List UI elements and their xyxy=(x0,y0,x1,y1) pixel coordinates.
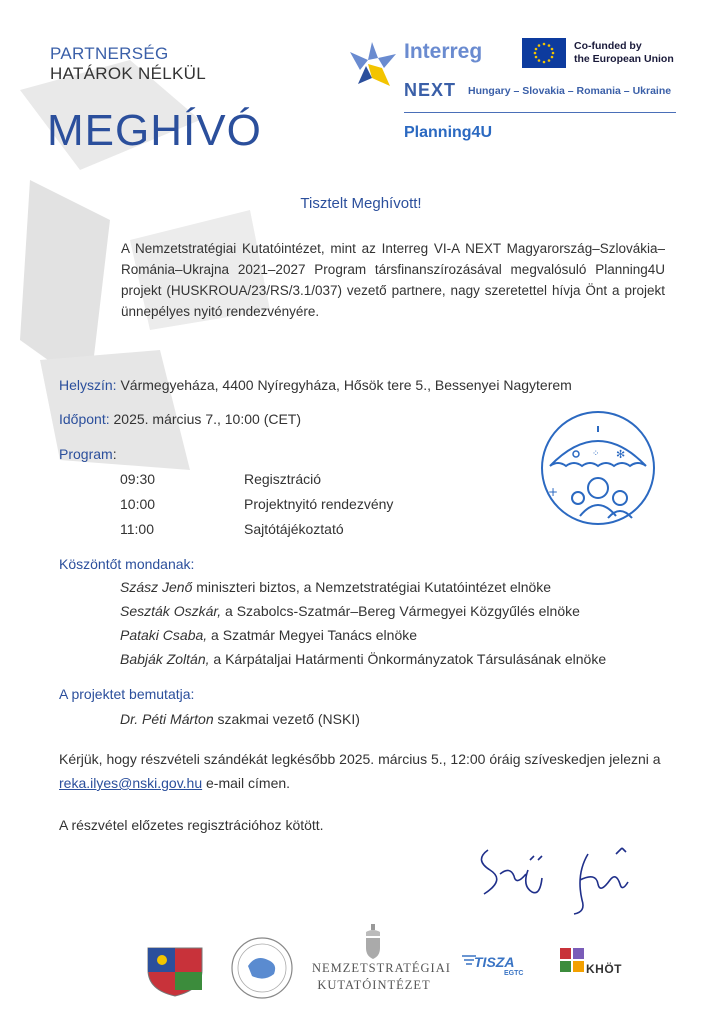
program-heading xyxy=(59,446,117,462)
hungarian-crest-icon xyxy=(364,924,382,960)
eu-cofunded-text xyxy=(574,40,674,66)
interreg-logo-icon xyxy=(344,34,400,96)
greeter-item xyxy=(120,627,417,643)
greeter-role: miniszteri biztos, a Nemzetstratégiai Kutatóintézet elnöke xyxy=(192,579,552,595)
greeter-item xyxy=(120,603,580,619)
rsvp-email-link[interactable]: reka.ilyes@nski.gov.hu xyxy=(59,775,203,791)
svg-text:✻: ✻ xyxy=(616,448,626,461)
program-countries: Hungary – Slovakia – Romania – Ukraine xyxy=(468,85,672,97)
time-row xyxy=(59,411,301,427)
time-label: Időpont: xyxy=(59,411,110,427)
interreg-wordmark: Interreg xyxy=(404,40,483,63)
nski-line-2: KUTATÓINTÉZET xyxy=(317,978,431,992)
khot-puzzle-icon xyxy=(558,946,586,980)
greeter-role: a Szatmár Megyei Tanács elnöke xyxy=(207,627,418,643)
greeter-name: Seszták Oszkár, xyxy=(120,603,222,619)
time-value: 2025. március 7., 10:00 (CET) xyxy=(109,411,302,427)
signature xyxy=(470,830,640,920)
greeter-item xyxy=(120,579,551,595)
program-time: 09:30 xyxy=(120,471,156,487)
greeter-name: Pataki Csaba, xyxy=(120,627,208,643)
rsvp-text: Kérjük, hogy részvételi szándékát legkésőbb 2025. március 5., 12:00 óráig szíveskedjen jelezni a xyxy=(59,751,661,767)
program-item: Sajtótájékoztató xyxy=(244,521,344,537)
registration-note: A részvétel előzetes regisztrációhoz kötött. xyxy=(59,817,324,833)
nski-logo-text xyxy=(312,960,451,994)
greeter-item xyxy=(120,651,606,667)
egtc-label: EGTC xyxy=(504,970,524,977)
presenter-role: szakmai vezető (NSKI) xyxy=(213,711,360,727)
brand-line-1: PARTNERSÉG xyxy=(50,44,169,63)
presenter-name: Dr. Péti Márton xyxy=(120,711,214,727)
next-wordmark: NEXT xyxy=(404,80,457,100)
satu-mare-seal-icon xyxy=(230,936,294,1000)
greeter-role: a Szabolcs-Szatmár–Bereg Vármegyei Közgyűlés elnöke xyxy=(221,603,580,619)
venue-row xyxy=(59,377,572,393)
project-name: Planning4U xyxy=(404,124,493,141)
greeter-role: a Kárpátaljai Határmenti Önkormányzatok Társulásának elnöke xyxy=(209,651,607,667)
program-label: Program xyxy=(59,446,113,462)
brand-line-2: HATÁROK NÉLKÜL xyxy=(50,64,206,83)
umbrella-family-icon xyxy=(528,410,668,536)
presenter-heading: A projektet bemutatja: xyxy=(59,686,195,702)
venue-label: Helyszín: xyxy=(59,377,117,393)
greeters-heading: Köszöntőt mondanak: xyxy=(59,556,195,572)
khot-logo: KHÖT xyxy=(586,962,622,976)
eu-flag-icon xyxy=(522,38,566,68)
county-coat-of-arms-icon xyxy=(140,940,210,998)
nski-line-1: NEMZETSTRATÉGIAI xyxy=(312,961,451,975)
page-title: MEGHÍVÓ xyxy=(47,106,262,155)
program-item: Projektnyitó rendezvény xyxy=(244,496,394,512)
greeter-name: Babják Zoltán, xyxy=(120,651,210,667)
rsvp-text-end: e-mail címen. xyxy=(202,775,291,791)
cofunded-line: Co-funded by xyxy=(574,40,642,52)
program-time: 11:00 xyxy=(120,521,154,537)
svg-text:⁘: ⁘ xyxy=(592,449,600,459)
eu-line: the European Union xyxy=(574,53,674,65)
program-item: Regisztráció xyxy=(244,471,322,487)
venue-value: Vármegyeháza, 4400 Nyíregyháza, Hősök tere 5., Bessenyei Nagyterem xyxy=(116,377,572,393)
header-divider xyxy=(404,112,676,113)
rsvp-paragraph xyxy=(59,747,666,795)
program-time: 10:00 xyxy=(120,496,156,512)
tisza-logo: TISZA xyxy=(474,954,515,970)
presenter-item xyxy=(120,711,360,727)
svg-text:+: + xyxy=(548,485,559,499)
greeting: Tisztelt Meghívott! xyxy=(300,195,422,212)
intro-paragraph: A Nemzetstratégiai Kutatóintézet, mint az Interreg VI-A NEXT Magyarország–Szlovákia–Románia–Ukrajna 2021–2027 Program társfinanszírozásával megvalósuló Planning4U projekt (HUSKROUA/23/RS/3.1/037) vezető partnere, nagy szeretettel hívja Önt a projekt ünnepélyes nyitó rendezvényére. xyxy=(121,241,665,319)
program-colon: : xyxy=(112,446,117,462)
greeter-name: Szász Jenő xyxy=(120,579,193,595)
